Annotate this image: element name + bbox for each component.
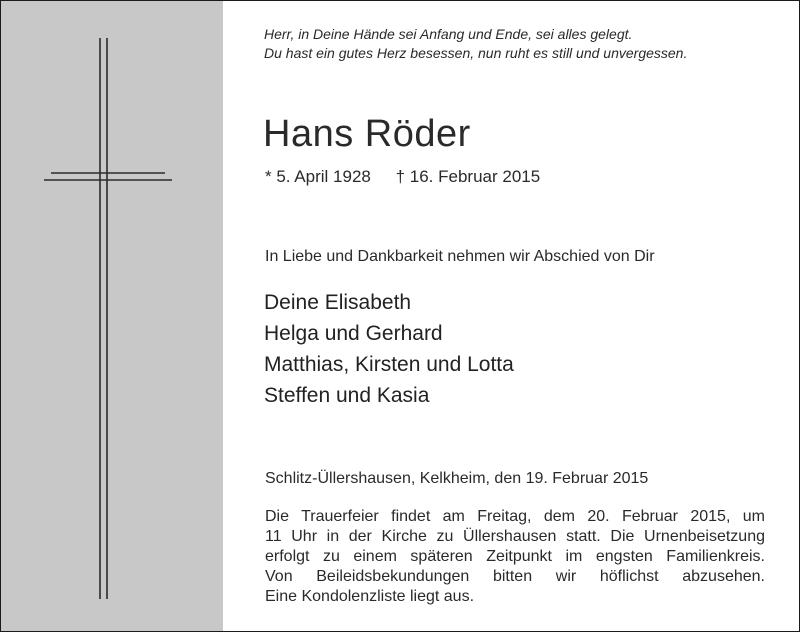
bible-verse — [264, 25, 687, 63]
verse-line: Herr, in Deine Hände sei Anfang und Ende, sei alles gelegt. — [264, 26, 633, 42]
deceased-name: Hans Röder — [263, 113, 471, 155]
death-date: † 16. Februar 2015 — [395, 167, 541, 186]
family-list — [264, 287, 514, 411]
cross-icon — [1, 1, 223, 631]
notes-line: erfolgt zu einem späteren Zeitpunkt im engsten Familienkreis. — [265, 548, 765, 565]
birth-date: * 5. April 1928 — [265, 167, 371, 186]
notes-line: Die Trauerfeier findet am Freitag, dem 20. Februar 2015, um — [265, 508, 765, 525]
family-member: Steffen und Kasia — [264, 384, 430, 407]
family-member: Matthias, Kirsten und Lotta — [264, 353, 514, 376]
funeral-notes — [265, 507, 765, 607]
side-panel — [1, 1, 223, 631]
notes-line: Von Beileidsbekundungen bitten wir höflichst abzusehen. — [265, 568, 765, 585]
family-member: Helga und Gerhard — [264, 322, 443, 345]
life-dates — [265, 166, 540, 188]
notes-line: 11 Uhr in der Kirche zu Üllershausen statt. Die Urnenbeisetzung — [265, 528, 765, 545]
notes-line: Eine Kondolenzliste liegt aus. — [265, 588, 475, 605]
farewell-intro: In Liebe und Dankbarkeit nehmen wir Abschied von Dir — [265, 248, 655, 265]
place-and-date: Schlitz-Üllershausen, Kelkheim, den 19. Februar 2015 — [265, 470, 649, 487]
family-member: Deine Elisabeth — [264, 291, 412, 314]
verse-line: Du hast ein gutes Herz besessen, nun ruht es still und unvergessen. — [264, 45, 688, 61]
